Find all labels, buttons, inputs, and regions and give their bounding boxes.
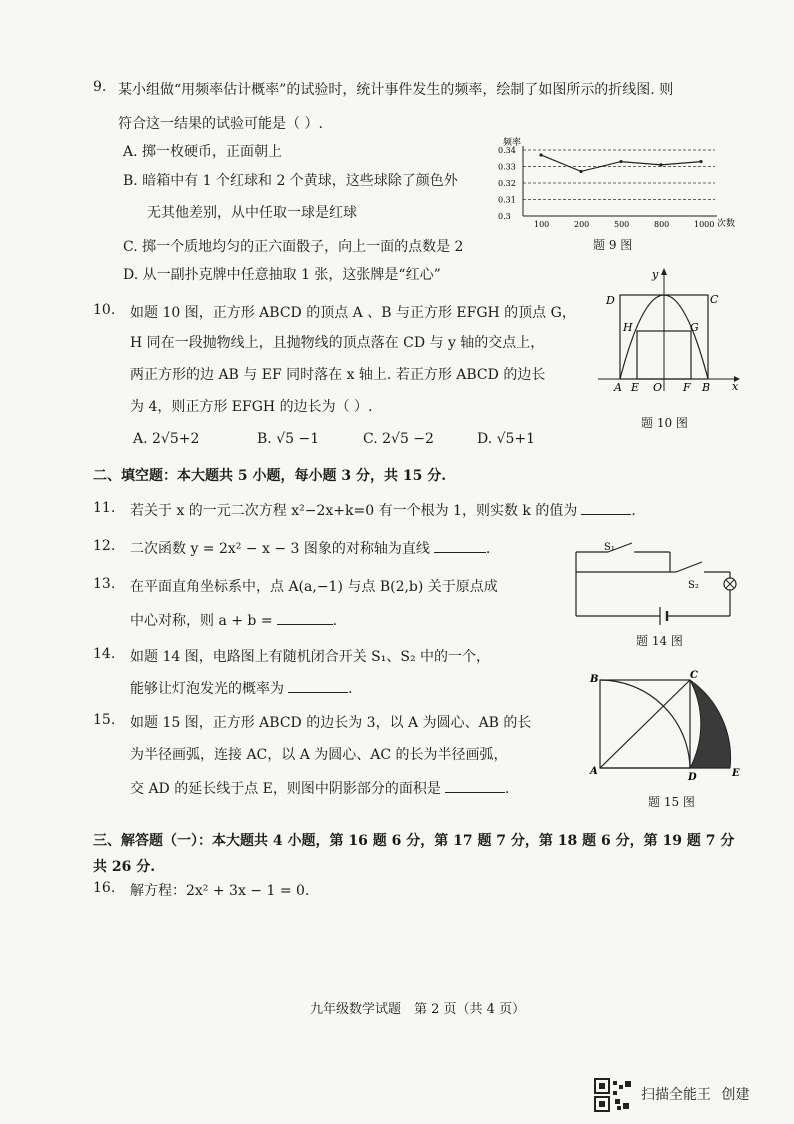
q13-line2 [130,610,337,630]
q13-stem-line1: 在平面直角坐标系中，点 A(a,−1) 与点 B(2,b) 关于原点成 [130,579,498,595]
watermark-text [641,1084,749,1104]
q9-option-b-line1: B. 暗箱中有 1 个红球和 2 个黄球，这些球除了颜色外 [123,173,458,189]
fig14-circuit [570,540,745,630]
q9-stem-line1: 某小组做“用频率估计概率”的试验时，统计事件发生的频率，绘制了如图所示的折线图. 则 [118,82,674,98]
chart-grid [523,150,715,200]
q10-stem-line2: H 同在一段抛物线上，且抛物线的顶点落在 CD 与 y 轴的交点上， [130,335,545,351]
fig10-label-h: H [623,321,633,334]
chart-x-tick-label: 200 [574,220,590,229]
fig15-label-b: B [590,674,599,685]
fig10-label-d: D [606,294,615,307]
q15-end: . [504,781,510,797]
fig10-label-g: G [690,321,699,334]
chart-y-tick-label: 0.33 [498,162,516,172]
chart-x-tick-label: 800 [654,220,670,229]
watermark-app-name: 扫描全能王 [641,1087,711,1103]
chart-x-tick-label: 1000 [694,220,715,229]
battery-icon [660,607,667,625]
fig10-label-b: B [702,381,711,394]
q15-number: 15. [93,712,116,728]
qr-code-icon [594,1078,634,1112]
chart-y-tick-label: 0.32 [498,179,516,188]
fig10-label-y: y [652,268,659,281]
page-footer: 九年级数学试题 第 2 页（共 4 页） [310,1002,526,1017]
q14-stem-line1: 如题 14 图，电路图上有随机闭合开关 S₁、S₂ 中的一个， [130,649,491,665]
chart-xlabel: 次数 [717,219,735,229]
watermark-action: 创建 [721,1087,750,1103]
fig10-label-o: O [653,381,663,394]
fig9-line-chart [495,136,735,236]
q15-text: 交 AD 的延长线于点 E，则图中阴影部分的面积是 [130,781,441,797]
fig15-label-e: E [732,768,740,779]
q10-option-b: B. √5 −1 [257,431,320,447]
chart-x-tick-label: 100 [534,220,550,229]
q10-option-c: C. 2√5 −2 [363,431,434,447]
q14-text: 能够让灯泡发光的概率为 [130,681,284,697]
fig14-label-s2: S₂ [688,580,699,591]
fig15-diagonal-ac [600,680,690,768]
q10-stem-line1: 如题 10 图，正方形 ABCD 的顶点 A 、B 与正方形 EFGH 的顶点 G， [130,305,576,321]
fig10-label-c: C [710,293,719,306]
q12-text: 二次函数 y = 2x² − x − 3 图象的对称轴为直线 [130,541,430,557]
q16-number: 16. [93,880,116,896]
q12-answer-blank[interactable] [434,551,486,553]
q11-text: 若关于 x 的一元二次方程 x²−2x+k=0 有一个根为 1，则实数 k 的值为 [130,503,578,519]
fig14-caption: 题 14 图 [636,634,683,648]
q10-option-d: D. √5+1 [477,431,536,447]
chart-y-ticks [498,146,516,221]
q9-option-d: D. 从一副扑克牌中任意抽取 1 张，这张牌是“红心” [123,267,441,283]
bulb-icon [724,578,736,590]
q9-option-a: A. 掷一枚硬币，正面朝上 [123,144,283,160]
q10-stem-line3: 两正方形的边 AB 与 EF 同时落在 x 轴上. 若正方形 ABCD 的边长 [130,367,546,383]
chart-ylabel: 频率 [503,138,522,148]
q14-end: . [348,681,353,697]
q14-number: 14. [93,646,116,662]
fig10-label-a: A [614,381,622,394]
chart-point [659,163,662,166]
chart-point [579,170,582,173]
q11-number: 11. [93,500,116,516]
q15-line3 [130,778,509,798]
fig15-caption: 题 15 图 [648,795,695,809]
q10-stem-line4: 为 4，则正方形 EFGH 的边长为（ ）. [130,399,373,415]
fig10-y-arrow-icon [661,268,667,275]
fig15-label-d: D [688,772,697,783]
section2-heading: 二、填空题：本大题共 5 小题，每小题 3 分，共 15 分. [93,468,447,484]
q16-text: 解方程：2x² + 3x − 1 = 0. [130,883,310,899]
q12-line [130,538,490,558]
chart-point [619,160,622,163]
q13-end: . [332,613,338,629]
fig9-caption: 题 9 图 [593,238,633,252]
fig14-switch-s2 [676,562,702,572]
chart-point [539,153,542,156]
fig15-shaded-region [690,680,731,768]
q13-text: 中心对称，则 a + b = [130,613,273,629]
chart-y-tick-label: 0.3 [498,212,511,221]
q9-option-b-line2: 无其他差别，从中任取一球是红球 [147,205,357,221]
section3-heading-line1: 三、解答题（一）：本大题共 4 小题，第 16 题 6 分，第 17 题 7 分，第 18 题 6 分，第 19 题 7 分 [93,833,735,849]
fig10-parabola-squares [598,265,748,395]
chart-y-tick-label: 0.31 [498,195,516,205]
q13-answer-blank[interactable] [277,623,333,625]
q11-line [130,500,636,520]
section3-heading-line2: 共 26 分. [93,859,156,875]
fig10-label-e: E [631,381,640,394]
q14-line2 [130,678,352,698]
q15-stem-line1: 如题 15 图，正方形 ABCD 的边长为 3，以 A 为圆心、AB 的长 [130,715,532,731]
chart-y-tick-label: 0.34 [498,146,516,155]
q10-number: 10. [93,302,116,318]
q12-number: 12. [93,538,116,554]
chart-point [699,160,702,163]
q14-answer-blank[interactable] [288,691,348,693]
fig15-label-a: A [590,766,598,777]
q12-end: . [485,541,491,557]
q10-option-a: A. 2√5+2 [133,431,200,447]
q9-number: 9. [93,79,107,95]
fig10-caption: 题 10 图 [641,416,688,430]
fig10-label-x: x [732,380,739,393]
chart-x-ticks [534,220,714,229]
q9-option-c: C. 掷一个质地均匀的正六面骰子，向上一面的点数是 2 [123,239,464,255]
fig15-square-arcs [588,668,748,796]
q9-stem-line2: 符合这一结果的试验可能是（ ）. [118,116,323,132]
chart-x-tick-label: 500 [614,220,630,229]
q15-answer-blank[interactable] [445,791,505,793]
q13-number: 13. [93,576,116,592]
q15-stem-line2: 为半径画弧，连接 AC，以 A 为圆心、AC 的长为半径画弧， [130,747,508,763]
fig14-label-s1: S₁ [604,542,615,553]
fig10-label-f: F [683,381,691,394]
q11-end: . [631,503,636,519]
fig15-label-c: C [690,670,698,681]
q11-answer-blank[interactable] [581,513,631,515]
